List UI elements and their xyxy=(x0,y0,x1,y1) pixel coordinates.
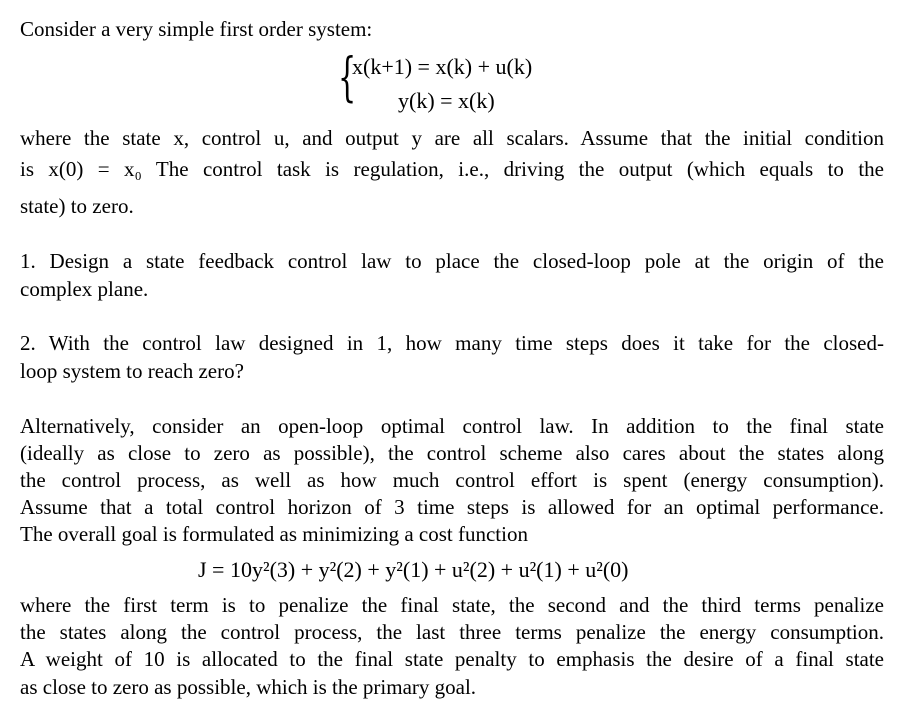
paragraph-1-line-2: is x(0) = x₀ The control task is regulation, i.e., driving the output (which equals to the xyxy=(20,157,884,181)
paragraph-3-line-4: as close to zero as possible, which is the primary goal. xyxy=(20,675,477,699)
paragraph-3-line-3: A weight of 10 is allocated to the final state penalty to emphasis the desire of a final state xyxy=(20,647,884,671)
paragraph-2-line-1: Alternatively, consider an open-loop optimal control law. In addition to the final state xyxy=(20,414,884,438)
paragraph-2-line-4: Assume that a total control horizon of 3 time steps is allowed for an optimal performance. xyxy=(20,495,884,519)
question-1-line-2: complex plane. xyxy=(20,277,149,301)
question-2-line-1: 2. With the control law designed in 1, how many time steps does it take for the closed- xyxy=(20,331,884,355)
cost-function-equation: J = 10y²(3) + y²(2) + y²(1) + u²(2) + u²(1) + u²(0) xyxy=(198,557,629,582)
paragraph-2-line-5: The overall goal is formulated as minimizing a cost function xyxy=(20,522,528,546)
paragraph-2-line-3: the control process, as well as how much control effort is spent (energy consumption). xyxy=(20,468,884,492)
paragraph-3-line-1: where the first term is to penalize the final state, the second and the third terms penalize xyxy=(20,593,884,617)
intro-text: Consider a very simple first order system: xyxy=(20,17,373,41)
question-1-line-1: 1. Design a state feedback control law to place the closed-loop pole at the origin of the xyxy=(20,249,884,273)
paragraph-2-line-2: (ideally as close to zero as possible), the control scheme also cares about the states along xyxy=(20,441,884,465)
paragraph-1-line-3: state) to zero. xyxy=(20,194,134,218)
question-2-line-2: loop system to reach zero? xyxy=(20,359,244,383)
system-equation-1: x(k+1) = x(k) + u(k) xyxy=(352,54,533,79)
system-brace: { xyxy=(338,48,357,108)
paragraph-1-line-1: where the state x, control u, and output y are all scalars. Assume that the initial condition xyxy=(20,126,884,150)
paragraph-3-line-2: the states along the control process, the last three terms penalize the energy consumption. xyxy=(20,620,884,644)
system-equation-2: y(k) = x(k) xyxy=(398,88,495,113)
